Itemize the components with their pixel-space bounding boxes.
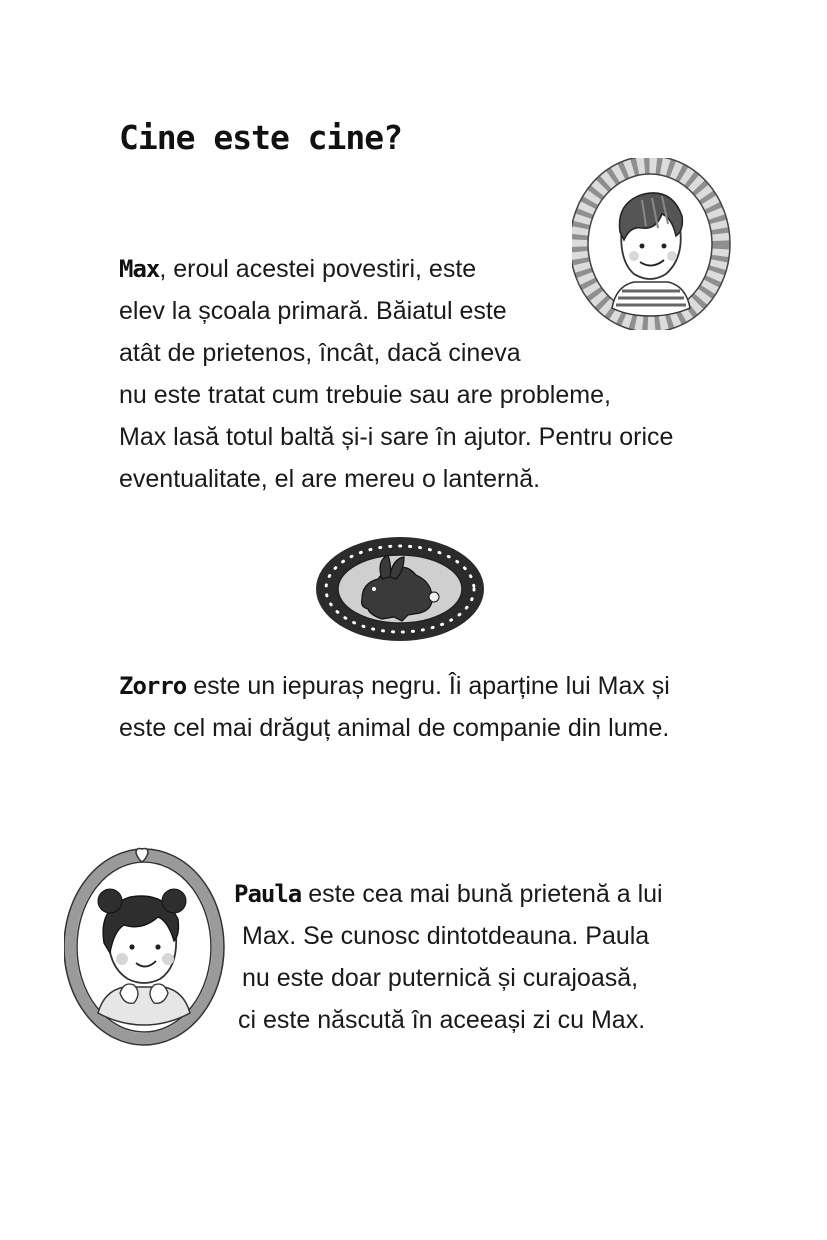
page-title: Cine este cine? <box>119 118 403 157</box>
paula-description: Paula este cea mai bună prietenă a lui Max. Se cunosc dintotdeauna. Paula nu este doar puternică și curajoasă, ci este născută în aceeași zi cu Max. <box>234 880 663 1034</box>
max-description: Max, eroul acestei povestiri, este elev la școala primară. Băiatul este atât de prietenos, încât, dacă cineva nu este tratat cum trebuie sau are probleme, Max lasă totul baltă și-i sare în ajutor. Pentru orice eventualitate, el are mereu o lanternă. <box>119 255 674 493</box>
character-name-zorro: Zorro <box>119 672 187 700</box>
paula-portrait <box>64 843 228 1049</box>
zorro-portrait <box>312 533 488 645</box>
zorro-description: Zorro este un iepuraș negru. Îi aparține lui Max și este cel mai drăguț animal de companie din lume. <box>119 672 670 742</box>
character-name-max: Max <box>119 255 160 283</box>
character-name-paula: Paula <box>234 880 302 908</box>
